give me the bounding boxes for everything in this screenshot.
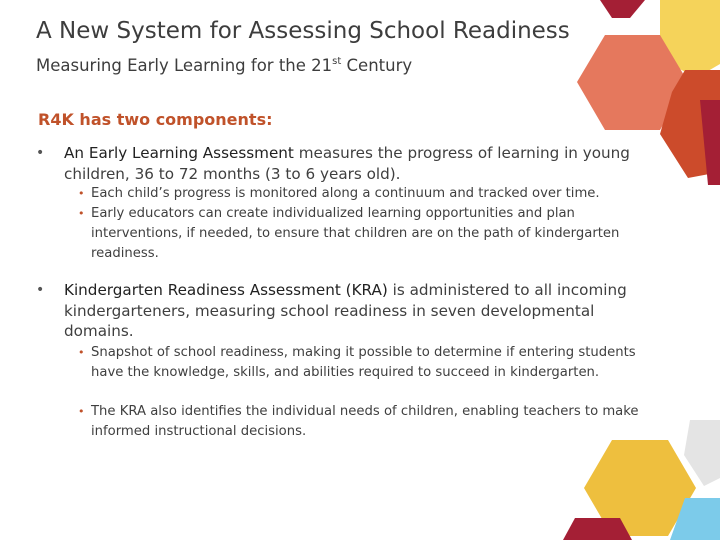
item-text: measures the progress of learning in young children, 36 to 72 months (3 to 6 years old). bbox=[64, 144, 630, 183]
item-term: An Early Learning Assessment bbox=[64, 144, 294, 162]
hexagon-yellow-top bbox=[660, 0, 720, 78]
sub-list-item bbox=[78, 204, 658, 264]
item-text: is administered to all incoming kindergarteners, measuring school readiness in seven developmental domains. bbox=[64, 281, 627, 340]
subtitle-superscript: st bbox=[332, 56, 342, 67]
sub-bullet-marker: • bbox=[78, 207, 85, 220]
sub-bullet-marker: • bbox=[78, 346, 85, 359]
sub-item-text: Each child’s progress is monitored along a continuum and tracked over time. bbox=[91, 186, 600, 201]
list-item-early-learning bbox=[64, 143, 660, 184]
list-item-kra bbox=[64, 280, 660, 342]
sub-list-item bbox=[78, 402, 678, 442]
sub-list-item bbox=[78, 343, 652, 383]
sub-item-text: The KRA also identifies the individual needs of children, enabling teachers to make informed instructional decisions. bbox=[91, 404, 639, 439]
hexagon-crimson-top bbox=[600, 0, 645, 18]
subtitle-end: Century bbox=[341, 56, 413, 75]
bullet-marker: • bbox=[36, 145, 45, 161]
slide-title: A New System for Assessing School Readiness bbox=[36, 18, 570, 44]
hexagon-mustard-bottom bbox=[584, 440, 696, 536]
hexagon-blue-bottom bbox=[670, 498, 720, 540]
item-term: Kindergarten Readiness Assessment (KRA) bbox=[64, 281, 388, 299]
slide-subtitle bbox=[36, 56, 412, 75]
hexagon-gray-bottom bbox=[684, 420, 720, 486]
sub-bullet-marker: • bbox=[78, 405, 85, 418]
subtitle-text: Measuring Early Learning for the 21 bbox=[36, 56, 333, 75]
sub-item-text: Early educators can create individualized learning opportunities and plan interventions, if needed, to ensure that children are on the path of kindergarten readiness. bbox=[91, 206, 620, 261]
sub-list-item bbox=[78, 184, 678, 204]
section-heading: R4K has two components: bbox=[38, 110, 273, 129]
hexagon-crimson-bottom bbox=[563, 518, 632, 540]
hexagon-salmon bbox=[577, 35, 688, 130]
sub-bullet-marker: • bbox=[78, 187, 85, 200]
bullet-marker: • bbox=[36, 282, 45, 298]
hexagon-crimson-right bbox=[700, 100, 720, 185]
hexagon-orange-red bbox=[660, 70, 720, 178]
sub-item-text: Snapshot of school readiness, making it possible to determine if entering students have the knowledge, skills, and abilities required to succeed in kindergarten. bbox=[91, 345, 636, 380]
